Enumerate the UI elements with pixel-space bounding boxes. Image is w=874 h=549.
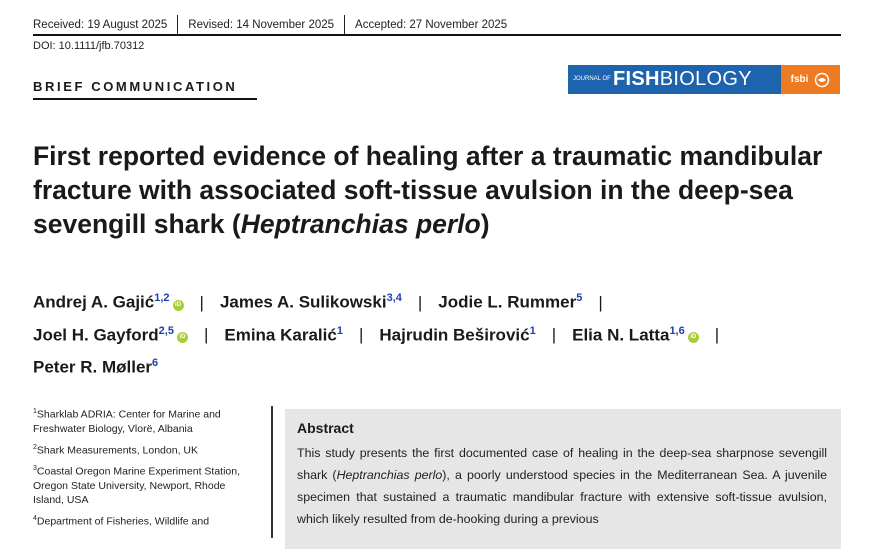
journal-logo[interactable] [568, 65, 840, 94]
author-name[interactable]: Joel H. Gayford [33, 325, 159, 345]
author-name[interactable]: Elia N. Latta [572, 325, 670, 345]
abstract-heading: Abstract [297, 420, 354, 436]
revised-date: Revised: 14 November 2025 [188, 19, 335, 31]
author-affil-ref[interactable]: 6 [152, 357, 159, 370]
title-species: Heptranchias perlo [240, 209, 481, 239]
affiliation-text: Shark Measurements, London, UK [36, 444, 198, 456]
orcid-icon[interactable]: iD [177, 332, 188, 343]
affiliation-item [33, 462, 258, 507]
abstract-text-part: This study presents the first documented case of healing in the deep-sea sharpnose sevengill shark ( [297, 446, 827, 482]
received-date: Received: 19 August 2025 [33, 19, 168, 31]
abstract-box [285, 409, 841, 549]
abstract-species: Heptranchias perlo [336, 468, 443, 482]
affiliation-item [33, 512, 258, 529]
date-divider [177, 15, 178, 35]
author-separator: | [358, 325, 364, 345]
affiliations [33, 405, 258, 533]
publication-dates [33, 15, 507, 35]
journal-logo-main [568, 65, 781, 94]
author-separator: | [203, 325, 209, 345]
affiliation-text: Coastal Oregon Marine Experiment Station, Oregon State University, Newport, Rhode Island, USA [33, 465, 241, 506]
journal-logo-fish: FISH [613, 68, 660, 90]
affiliation-item [33, 405, 258, 436]
affiliation-text: Sharklab ADRIA: Center for Marine and Freshwater Biology, Vlorë, Albania [33, 408, 221, 435]
author-separator: | [199, 292, 204, 312]
title-end: ) [480, 209, 490, 239]
author-separator: | [417, 292, 423, 312]
author-name[interactable]: Jodie L. Rummer [438, 292, 577, 312]
author-name[interactable]: Andrej A. Gajić [33, 292, 155, 312]
article-type-underline [33, 98, 257, 100]
society-logo-text: fsbi [790, 74, 809, 85]
affiliation-number: 3 [33, 465, 37, 472]
author-name[interactable]: Peter R. Møller [33, 357, 153, 377]
title-text: First reported evidence of healing after a traumatic mandibular fracture with associated soft-tissue avulsion in the deep-sea sevengill shark ( [33, 141, 823, 239]
affiliation-number: 1 [33, 408, 37, 415]
author-separator: | [714, 325, 720, 345]
accepted-date: Accepted: 27 November 2025 [355, 19, 508, 31]
author-affil-ref[interactable]: 1,6 [669, 324, 685, 337]
society-logo [781, 65, 840, 94]
column-divider [271, 406, 273, 538]
article-type-label: BRIEF COMMUNICATION [33, 79, 238, 94]
abstract-text [297, 442, 827, 530]
author-name[interactable]: Emina Karalić [224, 325, 337, 345]
journal-logo-prefix: JOURNAL OF [573, 76, 611, 82]
author-affil-ref[interactable]: 1 [529, 324, 536, 337]
author-affil-ref[interactable]: 3,4 [386, 292, 402, 304]
affiliation-item [33, 441, 258, 458]
author-separator: | [598, 292, 603, 312]
author-separator: | [551, 325, 557, 345]
author-affil-ref[interactable]: 5 [576, 292, 583, 304]
affiliation-text: Department of Fisheries, Wildlife and [36, 515, 210, 527]
author-name[interactable]: Hajrudin Beširović [379, 325, 530, 345]
abstract-text-part: ), a poorly understood species in the Mediterranean Sea. A juvenile specimen that sustained a traumatic mandibular fracture with extensive soft-tissue avulsion, which likely resulted from de-hooking during a previous [297, 468, 827, 526]
header-rule [33, 34, 841, 36]
journal-logo-biology: BIOLOGY [659, 68, 752, 90]
author-affil-ref[interactable]: 1,2 [154, 292, 170, 304]
affiliation-number: 4 [33, 514, 37, 522]
affiliation-number: 2 [33, 443, 37, 451]
date-divider [344, 15, 345, 35]
author-name[interactable]: James A. Sulikowski [219, 292, 387, 312]
article-title [33, 139, 853, 241]
author-list [33, 284, 853, 382]
doi-link[interactable]: DOI: 10.1111/jfb.70312 [33, 40, 145, 52]
author-affil-ref[interactable]: 2,5 [158, 324, 174, 337]
orcid-icon[interactable]: iD [173, 300, 184, 311]
orcid-icon[interactable]: iD [688, 332, 699, 343]
author-affil-ref[interactable]: 1 [336, 324, 343, 337]
society-emblem-icon [814, 72, 830, 88]
